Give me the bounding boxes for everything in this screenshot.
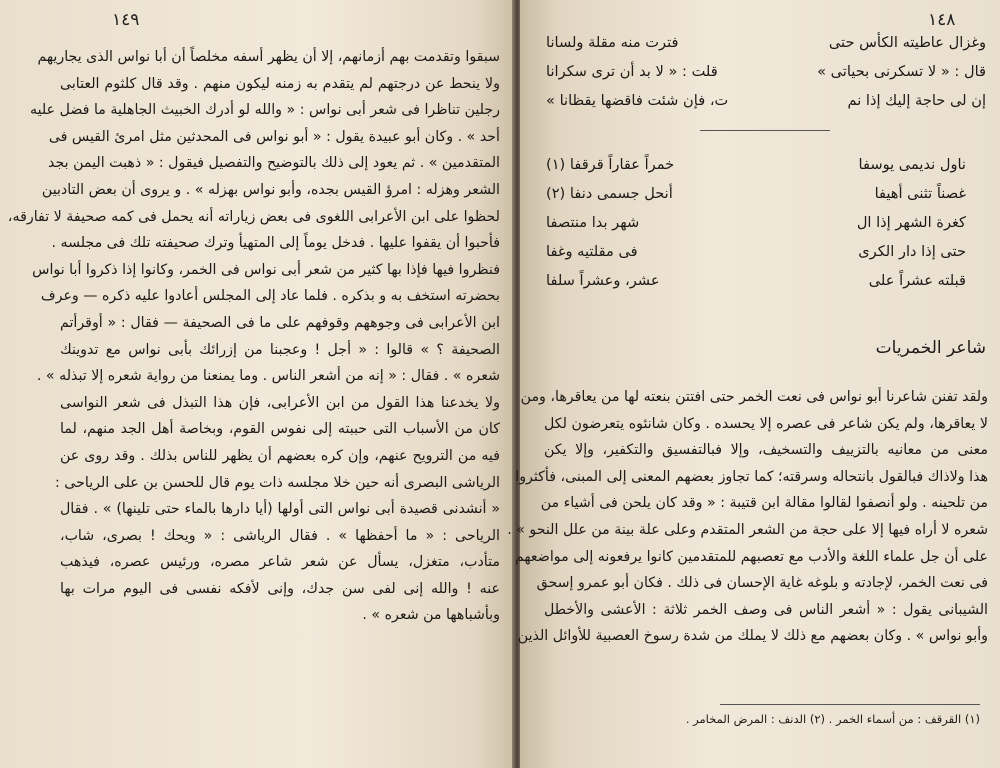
verse-second-half: قلت : « لا بد أن ترى سكرانا — [546, 63, 718, 80]
verse-first-half: غصناً تثنى أهيفا — [874, 185, 966, 202]
poem-verse — [546, 57, 986, 86]
verse-first-half: قبلته عشراً على — [868, 272, 966, 289]
verse-second-half: عشر، وعشراً سلفا — [546, 272, 660, 289]
text-line: وأبو نواس » . وكان بعضهم مع ذلك لا يملك من شدة رسوخ العصبية للأوائل الذين — [517, 628, 988, 645]
verse-first-half: إن لى حاجة إليك إذا نم — [847, 92, 986, 109]
text-line: الرياحى : « ما أحفظها » . فقال الرياشى : « ويحك ! بصرى، شاب، — [60, 527, 500, 544]
page-number-left: ١٤٩ — [112, 10, 140, 30]
poem-verse — [546, 28, 986, 57]
text-line: لحظوا على ابن الأعرابى اللغوى فى بعض زياراته أنه يحمل فى كمه صحيفة لا تفارقه، — [7, 208, 500, 225]
text-line: فأحبوا أن يقفوا عليها . فدخل يوماً إلى المتهيأ وترك صحيفته تلك فى مجلسه . — [51, 235, 500, 252]
verse-second-half: فى مقلتيه وغفا — [546, 243, 638, 260]
text-line: على أن جل علماء اللغة والأدب مع تعصبهم للمتقدمين كانوا يرفعونه إلى مواضعهم — [514, 548, 988, 565]
text-line: عنه ! والله إنى لفى سن جدك، وإنى لأفكه نفسى فى اليوم مرات بها — [60, 580, 500, 597]
verse-first-half: حتى إذا دار الكرى — [858, 243, 966, 260]
verse-first-half: ناول نديمى يوسفا — [858, 156, 966, 173]
text-line: هذا ولاذاك فبالقول بانتحاله وسرقته؛ كما تجاوز بعضهم المعنى إلى المبنى، فأكثروا — [515, 468, 988, 485]
text-line: الشعر وهزله : امرؤ القيس بجده، وأبو نواس بهزله » . و يروى أن بعض التادبين — [41, 181, 500, 198]
text-line: فنظروا فيها فإذا بها كثير من شعر أبى نواس فى الخمر، وكانوا إذا ذكروا أبا نواس — [32, 261, 500, 278]
verse-second-half: خمراً عقاراً قرقفا (١) — [546, 156, 675, 173]
text-line: لا يعاقرها، ولم يكن شاعر فى عصره إلا يحسده . وكان شانئوه يتعرضون لكل — [544, 415, 988, 432]
text-line: « أنشدنى قصيدة أبى نواس التى أولها (أيا دارها بالماء حتى تلينها) » . فقال — [60, 501, 500, 518]
verse-second-half: ت، فإن شئت فاقضها يقظانا » — [546, 92, 729, 109]
right-page-text — [507, 384, 988, 650]
text-line: متأدب، متغزل، يسأل عن شعر شاعر مصره، ورئيس عصره، فيذهب — [60, 554, 500, 571]
text-line: الرياشى البصرى أنه حين خلا مجلسه ذات يوم قال للحسن بن على الرياحى : — [55, 474, 500, 491]
poem-verse — [546, 150, 966, 179]
text-line: ولقد تفنن شاعرنا أبو نواس فى نعت الخمر حتى افتتن بنعته لها من يعاقرها، ومن — [520, 389, 988, 405]
text-line: شعره » . فقال : « إنه من أشعر الناس . وما يمنعنا من رواية شعره إلا تبذله » . — [36, 368, 500, 385]
left-page-text — [7, 44, 500, 629]
text-line: ابن الأعرابى فى وجوههم وقوفهم على ما فى الصحيفة — فقال : « أوقرأتم — [60, 314, 500, 331]
text-line: ولا ينحط عن درجتهم لم يتقدم به زمنه ليكون منهم . وقد قال كلثوم العتابى — [60, 75, 500, 92]
footnote-divider — [720, 704, 980, 705]
poem-verse — [546, 237, 966, 266]
text-line: سبقوا وتقدمت بهم أزمانهم، إلا أن يظهر أسفه مخلصاً أن أبا نواس الذى يجاريهم — [37, 49, 500, 65]
section-divider — [700, 130, 830, 131]
text-line: المتقدمين » . ثم يعود إلى ذلك بالتوضيح والتفصيل فيقول : « ذهبت اليمن بجد — [48, 155, 500, 172]
verse-first-half: قال : « لا تسكرنى بحياتى » — [817, 63, 986, 80]
text-line: فى نعت الخمر، لإجادته و بلوغه غاية الإحسان فى ذلك . فكان أبو عمرو إسحق — [536, 575, 988, 592]
text-line: وبأشباهها من شعره » . — [362, 607, 500, 624]
right-page — [507, 0, 1000, 768]
text-line: فيه من الترويح عنهم، وإن كره بعضهم أن يظهر للناس بذلك . وقد روى عن — [60, 447, 500, 464]
text-line: ولا يخدعنا هذا القول من ابن الأعرابى، فإن هذا التبذل فى شعر النواسى — [60, 394, 500, 411]
poem-verse — [546, 179, 966, 208]
text-line: شعره لا أراه فيها إلا على حجة من الشعر المتقدم وعلى علة بينة من علل النحو » . — [507, 521, 988, 538]
footnote: (١) القرقف : من أسماء الخمر . (٢) الدنف : المرض المخامر . — [685, 712, 980, 726]
text-line: الشيبانى يقول : « أشعر الناس فى وصف الخمر ثلاثة : الأعشى والأخطل — [544, 601, 988, 618]
text-line: بحضرته استخف به و بذكره . فلما عاد إلى المجلس أعادوا عليه ذكره — وعرف — [40, 288, 500, 305]
page-number-right: ١٤٨ — [928, 10, 956, 30]
poem-top — [546, 28, 986, 115]
verse-second-half: شهر بدا منتصفا — [546, 214, 640, 231]
text-line: رجلين تناظرا فى شعر أبى نواس : « والله لو أدرك الخبيث الجاهلية ما فضل عليه — [30, 102, 500, 119]
text-line: كان من الأسباب التى حببته إلى نفوس القوم، وبخاصة أهل الجد منهم، لما — [60, 421, 500, 438]
text-line: معنى من معانيه بالتزييف والتسخيف، وإلا فبالتفسيق والتكفير، وإلا يكن — [544, 442, 988, 459]
section-heading: شاعر الخمريات — [875, 338, 986, 358]
text-line: الصحيفة ؟ » قالوا : « أجل ! وعجبنا من إزرائك بأبى نواس مع تدوينك — [60, 341, 500, 358]
verse-first-half: وغزال عاطيته الكأس حتى — [828, 34, 986, 51]
verse-first-half: كغرة الشهر إذا ال — [856, 214, 966, 231]
poem-verse — [546, 266, 966, 295]
text-line: من تلحينه . ولو أنصفوا لقالوا مقالة ابن قتيبة : « وقد كان يلحن فى أشياء من — [540, 495, 988, 512]
verse-second-half: أنحل جسمى دنفا (٢) — [546, 185, 673, 202]
poem-verse — [546, 86, 986, 115]
poem-verse — [546, 208, 966, 237]
text-line: أحد » . وكان أبو عبيدة يقول : « أبو نواس فى المحدثين مثل امرئ القيس فى — [48, 128, 500, 145]
verse-second-half: فترت منه مقلة ولسانا — [546, 34, 679, 51]
poem-bottom — [546, 150, 966, 295]
